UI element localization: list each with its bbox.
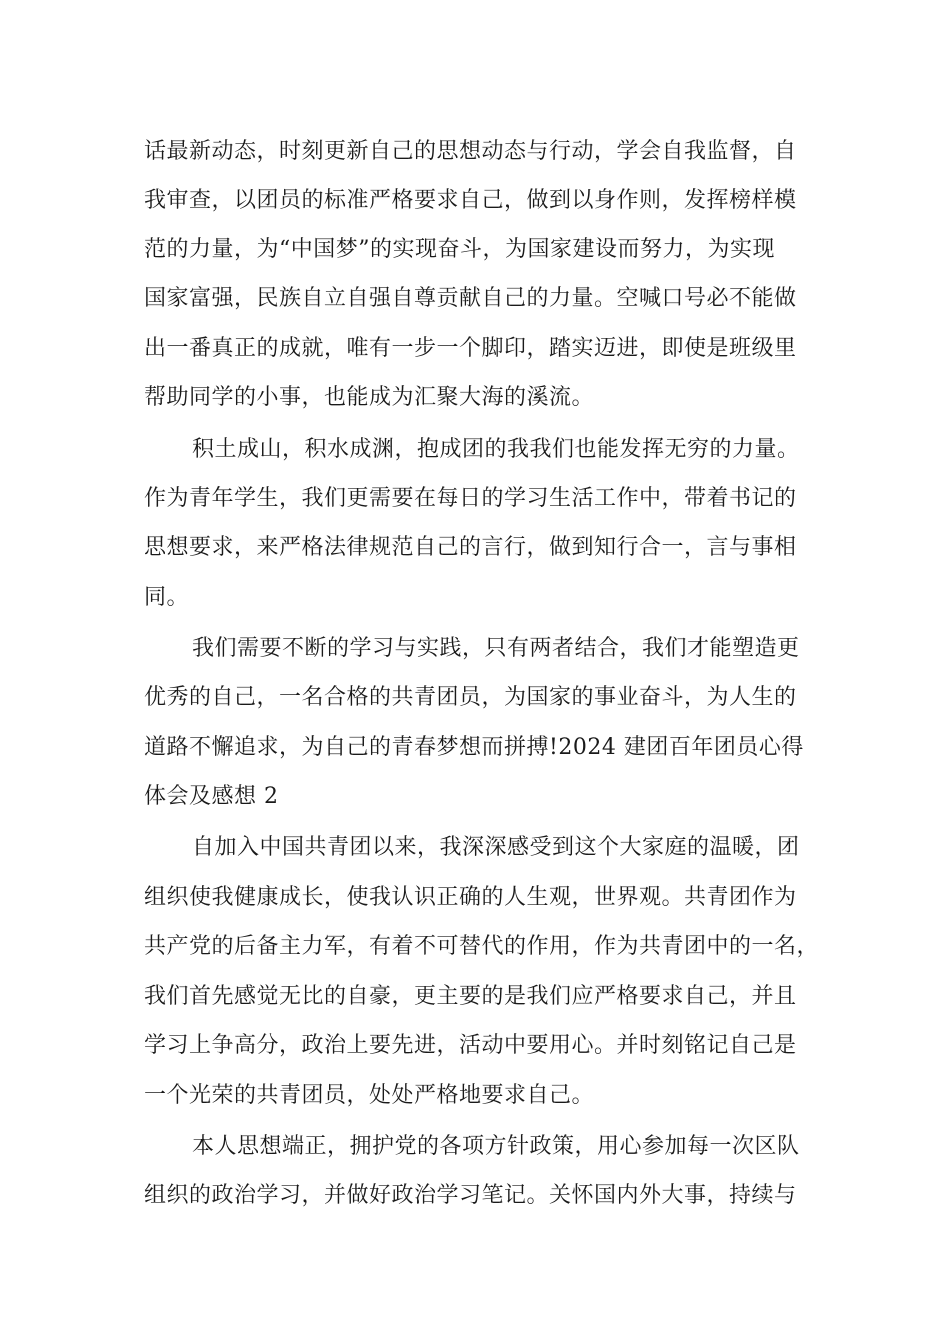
text-line: 我们首先感觉无比的自豪，更主要的是我们应严格要求自己，并且 xyxy=(144,984,797,1009)
text-line: 优秀的自己，一名合格的共青团员，为国家的事业奋斗，为人生的 xyxy=(144,685,797,710)
paragraph-first-line: 我们需要不断的学习与实践，只有两者结合，我们才能塑造更 xyxy=(192,636,800,661)
text-line: 帮助同学的小事，也能成为汇聚大海的溪流。 xyxy=(144,385,595,410)
text-line: 出一番真正的成就，唯有一步一个脚印，踏实迈进，即使是班级里 xyxy=(144,336,797,361)
text-line: 体会及感想 2 xyxy=(144,784,279,809)
text-line: 我审查，以团员的标准严格要求自己，做到以身作则，发挥榜样模 xyxy=(144,188,797,213)
text-line: 组织的政治学习，并做好政治学习笔记。关怀国内外大事，持续与 xyxy=(144,1183,797,1208)
text-line: 组织使我健康成长，使我认识正确的人生观，世界观。共青团作为 xyxy=(144,885,797,910)
paragraph-first-line: 积土成山，积水成渊，抱成团的我我们也能发挥无穷的力量。 xyxy=(192,437,800,462)
text-line: 思想要求，来严格法律规范自己的言行，做到知行合一，言与事相 xyxy=(144,535,797,560)
text-line: 话最新动态，时刻更新自己的思想动态与行动，学会自我监督，自 xyxy=(144,139,797,164)
text-line: 道路不懈追求，为自己的青春梦想而拼搏!2024 建团百年团员心得 xyxy=(144,735,804,760)
text-line: 学习上争高分，政治上要先进，活动中要用心。并时刻铭记自己是 xyxy=(144,1033,797,1058)
text-line: 同。 xyxy=(144,585,190,610)
text-line: 范的力量，为“中国梦”的实现奋斗，为国家建设而努力，为实现 xyxy=(144,237,775,262)
paragraph-first-line: 本人思想端正，拥护党的各项方针政策，用心参加每一次区队 xyxy=(192,1134,800,1159)
paragraph-first-line: 自加入中国共青团以来，我深深感受到这个大家庭的温暖，团 xyxy=(192,835,800,860)
text-line: 共产党的后备主力军，有着不可替代的作用，作为共青团中的一名， xyxy=(144,934,820,959)
text-line: 一个光荣的共青团员，处处严格地要求自己。 xyxy=(144,1083,595,1108)
text-line: 作为青年学生，我们更需要在每日的学习生活工作中，带着书记的 xyxy=(144,486,797,511)
text-line: 国家富强，民族自立自强自尊贡献自己的力量。空喊口号必不能做 xyxy=(144,286,797,311)
